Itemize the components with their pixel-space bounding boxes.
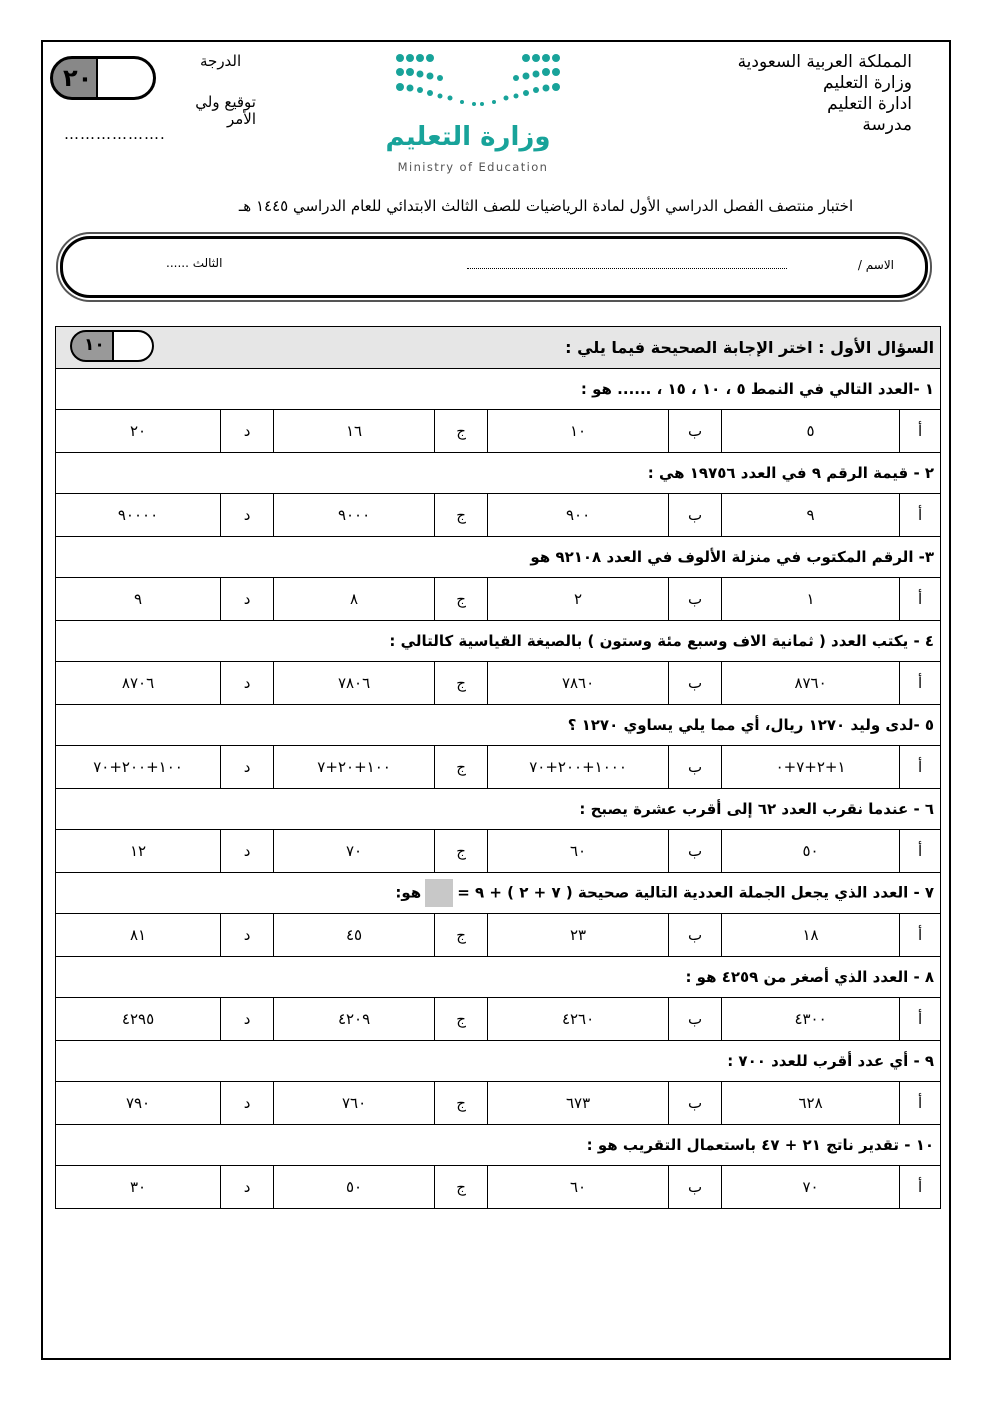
grade-box xyxy=(50,56,156,100)
answer-option[interactable]: ٧٠ xyxy=(274,830,435,873)
kingdom-text: المملكة العربية السعودية xyxy=(737,52,912,72)
option-letter: ب xyxy=(669,494,722,537)
logo-arabic-text: وزارة التعليم xyxy=(385,122,551,152)
answer-option[interactable]: ٨ xyxy=(274,578,435,621)
ministry-text: وزارة التعليم xyxy=(823,73,912,93)
question-row xyxy=(56,705,941,746)
answer-option[interactable]: ٤٢٦٠ xyxy=(488,998,669,1041)
exam-title: اختبار منتصف الفصل الدراسي الأول لمادة الرياضيات للصف الثالث الابتدائي للعام الدراسي ١٤٤٥ هـ xyxy=(238,197,854,215)
option-letter: أ xyxy=(900,494,941,537)
question-row xyxy=(56,873,941,914)
option-letter: أ xyxy=(900,578,941,621)
logo-dots-icon xyxy=(378,50,578,122)
blank-box xyxy=(425,879,453,907)
answer-option[interactable]: ٦٧٣ xyxy=(488,1082,669,1125)
answer-row xyxy=(56,998,941,1041)
answer-row xyxy=(56,410,941,453)
option-letter: ب xyxy=(669,914,722,957)
option-letter: أ xyxy=(900,662,941,705)
logo-english-text: Ministry of Education xyxy=(397,160,549,174)
option-letter: ج xyxy=(435,914,488,957)
answer-option[interactable]: ٢٠ xyxy=(56,410,221,453)
answer-option[interactable]: ١٢ xyxy=(56,830,221,873)
question-text: ١ -العدد التالي في النمط ٥ ، ١٠ ، ١٥ ، ...... هو : xyxy=(56,369,941,410)
answer-row xyxy=(56,494,941,537)
question-row xyxy=(56,789,941,830)
answer-option[interactable]: ١٠٠٠+٢٠٠+٧٠ xyxy=(488,746,669,789)
student-name-label: الاسم / xyxy=(857,258,894,272)
question-row xyxy=(56,453,941,494)
administration-text: ادارة التعليم xyxy=(827,94,912,114)
question-text: ٥ -لدى وليد ١٢٧٠ ريال، أي مما يلي يساوي ١٢٧٠ ؟ xyxy=(56,705,941,746)
option-letter: ب xyxy=(669,998,722,1041)
student-class-label: الثالث ...... xyxy=(166,256,223,270)
option-letter: أ xyxy=(900,746,941,789)
option-letter: ب xyxy=(669,1166,722,1209)
question-text: ١٠ - تقدير ناتج ٢١ + ٤٧ باستعمال التقريب هو : xyxy=(56,1125,941,1166)
answer-option[interactable]: ١٠٠+٢٠٠+٧٠ xyxy=(56,746,221,789)
option-letter: د xyxy=(221,494,274,537)
answer-row xyxy=(56,914,941,957)
option-letter: ج xyxy=(435,746,488,789)
answer-row xyxy=(56,1166,941,1209)
answer-row xyxy=(56,662,941,705)
option-letter: أ xyxy=(900,998,941,1041)
option-letter: ب xyxy=(669,410,722,453)
student-name-field[interactable] xyxy=(467,259,787,269)
question-row xyxy=(56,621,941,662)
answer-option[interactable]: ٥٠ xyxy=(274,1166,435,1209)
option-letter: ب xyxy=(669,578,722,621)
question-text: ٧ - العدد الذي يجعل الجملة العددية التالية صحيحة ( ٧ + ٢ ) + ٩ =هو: xyxy=(56,873,941,914)
answer-option[interactable]: ١٨ xyxy=(722,914,900,957)
section-score-value: ١٠ xyxy=(84,335,105,355)
answer-option[interactable]: ٦٢٨ xyxy=(722,1082,900,1125)
option-letter: ب xyxy=(669,1082,722,1125)
question-row xyxy=(56,957,941,998)
guardian-signature-line: ………………. xyxy=(64,125,166,143)
option-letter: د xyxy=(221,578,274,621)
grade-value: ٢٠ xyxy=(63,64,93,92)
answer-option[interactable]: ٩ xyxy=(722,494,900,537)
answer-option[interactable]: ٦٠ xyxy=(488,830,669,873)
section-header xyxy=(56,327,941,369)
option-letter: ج xyxy=(435,662,488,705)
option-letter: ج xyxy=(435,410,488,453)
answer-option[interactable]: ١٠٠+٢٠+٧ xyxy=(274,746,435,789)
answer-option[interactable]: ٧٩٠ xyxy=(56,1082,221,1125)
option-letter: د xyxy=(221,1166,274,1209)
section-score-box xyxy=(70,330,154,362)
answer-option[interactable]: ١٠ xyxy=(488,410,669,453)
answer-option[interactable]: ٤٢٠٩ xyxy=(274,998,435,1041)
option-letter: أ xyxy=(900,914,941,957)
questions-table xyxy=(55,326,941,1209)
option-letter: د xyxy=(221,410,274,453)
answer-option[interactable]: ٨٧٠٦ xyxy=(56,662,221,705)
answer-row xyxy=(56,830,941,873)
answer-option[interactable]: ٩٠٠٠ xyxy=(274,494,435,537)
option-letter: ج xyxy=(435,1082,488,1125)
option-letter: ج xyxy=(435,494,488,537)
option-letter: ج xyxy=(435,1166,488,1209)
answer-option[interactable]: ٨١ xyxy=(56,914,221,957)
option-letter: ب xyxy=(669,746,722,789)
section-title: السؤال الأول : اختر الإجابة الصحيحة فيما يلي : xyxy=(56,327,941,369)
answer-option[interactable]: ٥ xyxy=(722,410,900,453)
option-letter: ب xyxy=(669,830,722,873)
option-letter: د xyxy=(221,746,274,789)
answer-option[interactable]: ١+٢+٧+٠ xyxy=(722,746,900,789)
school-text: مدرسة xyxy=(862,115,912,135)
header-info xyxy=(738,52,912,136)
answer-row xyxy=(56,746,941,789)
answer-row xyxy=(56,1082,941,1125)
question-text: ٩ - أي عدد أقرب للعدد ٧٠٠ : xyxy=(56,1041,941,1082)
option-letter: ب xyxy=(669,662,722,705)
answer-option[interactable]: ٥٠ xyxy=(722,830,900,873)
option-letter: ج xyxy=(435,578,488,621)
option-letter: د xyxy=(221,830,274,873)
question-text: ٨ - العدد الذي أصغر من ٤٢٥٩ هو : xyxy=(56,957,941,998)
option-letter: أ xyxy=(900,830,941,873)
answer-option[interactable]: ١٦ xyxy=(274,410,435,453)
option-letter: د xyxy=(221,914,274,957)
option-letter: ج xyxy=(435,830,488,873)
answer-row xyxy=(56,578,941,621)
question-text: ٤ - يكتب العدد ( ثمانية الاف وسبع مئة وستون ) بالصيغة القياسية كالتالي : xyxy=(56,621,941,662)
question-text: ٢ - قيمة الرقم ٩ في العدد ١٩٧٥٦ هي : xyxy=(56,453,941,494)
option-letter: د xyxy=(221,998,274,1041)
option-letter: أ xyxy=(900,1082,941,1125)
answer-option[interactable]: ٩٠٠ xyxy=(488,494,669,537)
answer-option[interactable]: ٢٣ xyxy=(488,914,669,957)
answer-option[interactable]: ٣٠ xyxy=(56,1166,221,1209)
ministry-logo xyxy=(378,50,578,180)
guardian-signature-label: توقيع ولي الأمر xyxy=(195,93,256,128)
answer-option[interactable]: ٧٠ xyxy=(722,1166,900,1209)
question-row xyxy=(56,1041,941,1082)
answer-option[interactable]: ٩٠٠٠٠ xyxy=(56,494,221,537)
grade-label: الدرجة xyxy=(200,52,242,70)
question-row xyxy=(56,369,941,410)
answer-option[interactable]: ٨٧٦٠ xyxy=(722,662,900,705)
question-text: ٦ - عندما نقرب العدد ٦٢ إلى أقرب عشرة يصبح : xyxy=(56,789,941,830)
answer-option[interactable]: ٧٦٠ xyxy=(274,1082,435,1125)
answer-option[interactable]: ٢ xyxy=(488,578,669,621)
answer-option[interactable]: ٤٢٩٥ xyxy=(56,998,221,1041)
option-letter: ج xyxy=(435,998,488,1041)
option-letter: د xyxy=(221,1082,274,1125)
answer-option[interactable]: ٤٥ xyxy=(274,914,435,957)
option-letter: د xyxy=(221,662,274,705)
option-letter: أ xyxy=(900,410,941,453)
answer-option[interactable]: ٧٨٠٦ xyxy=(274,662,435,705)
answer-option[interactable]: ٩ xyxy=(56,578,221,621)
answer-option[interactable]: ١ xyxy=(722,578,900,621)
question-row xyxy=(56,1125,941,1166)
answer-option[interactable]: ٦٠ xyxy=(488,1166,669,1209)
question-text: ٣- الرقم المكتوب في منزلة الألوف في العدد ٩٢١٠٨ هو xyxy=(56,537,941,578)
answer-option[interactable]: ٧٨٦٠ xyxy=(488,662,669,705)
option-letter: أ xyxy=(900,1166,941,1209)
question-row xyxy=(56,537,941,578)
answer-option[interactable]: ٤٣٠٠ xyxy=(722,998,900,1041)
